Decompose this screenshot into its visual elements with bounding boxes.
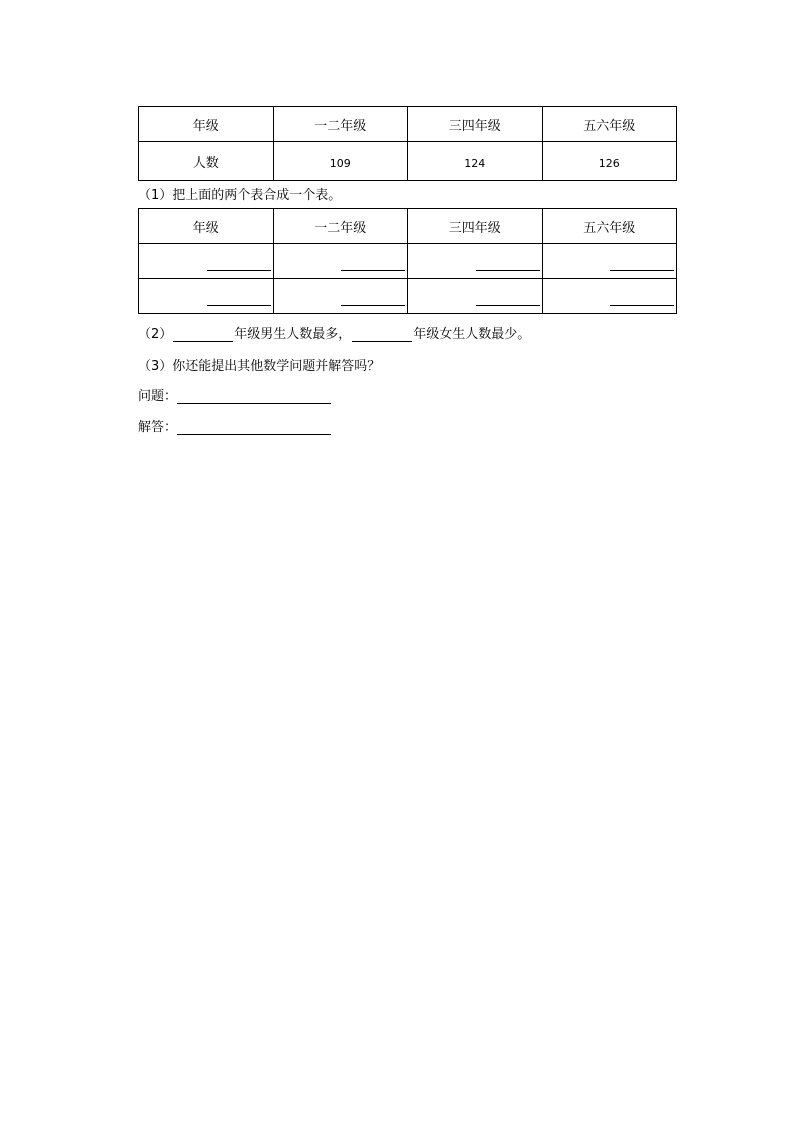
combined-table [138,208,677,314]
ask-line [138,385,331,404]
count-grade-1-2: 109 [273,142,408,181]
question-3: （3）你还能提出其他数学问题并解答吗？ [138,359,381,374]
blank-cell[interactable] [408,279,543,314]
answer-line [138,416,331,435]
question-2-prefix: （2） [138,327,173,342]
ask-blank[interactable] [177,389,331,404]
fill-line [341,305,405,306]
blank-cell[interactable] [408,244,543,279]
header-grade-1-2: 一二年级 [273,107,408,142]
fill-line [610,270,674,271]
table-row [139,142,677,181]
fill-line [476,270,540,271]
blank-cell[interactable] [139,279,274,314]
table-row [139,209,677,244]
blank-cell[interactable] [273,244,408,279]
fill-line [476,305,540,306]
fill-line [207,305,271,306]
blank-cell[interactable] [542,244,677,279]
fill-line [207,270,271,271]
ask-label: 问题： [138,389,178,404]
count-grade-3-4: 124 [408,142,543,181]
header-grade-5-6: 五六年级 [542,107,677,142]
header-grade-3-4: 三四年级 [408,107,543,142]
blank-cell[interactable] [273,279,408,314]
blank-cell[interactable] [542,279,677,314]
header-grade: 年级 [139,107,274,142]
header-grade-3-4: 三四年级 [408,209,543,244]
header-grade: 年级 [139,209,274,244]
fill-line [610,305,674,306]
answer-blank-boys-most[interactable] [173,328,233,342]
question-2-suffix: 年级女生人数最少。 [413,327,531,342]
question-2-middle: 年级男生人数最多， [234,327,352,342]
question-2 [138,323,530,342]
question-1: （1）把上面的两个表合成一个表。 [138,188,342,203]
header-grade-5-6: 五六年级 [542,209,677,244]
table-row [139,107,677,142]
blank-cell[interactable] [139,244,274,279]
count-grade-5-6: 126 [542,142,677,181]
header-grade-1-2: 一二年级 [273,209,408,244]
fill-line [341,270,405,271]
answer-label: 解答： [138,420,178,435]
row-label-count: 人数 [139,142,274,181]
table-row [139,279,677,314]
grade-count-table [138,106,677,181]
answer-blank[interactable] [177,420,331,435]
answer-blank-girls-least[interactable] [352,328,412,342]
table-row [139,244,677,279]
